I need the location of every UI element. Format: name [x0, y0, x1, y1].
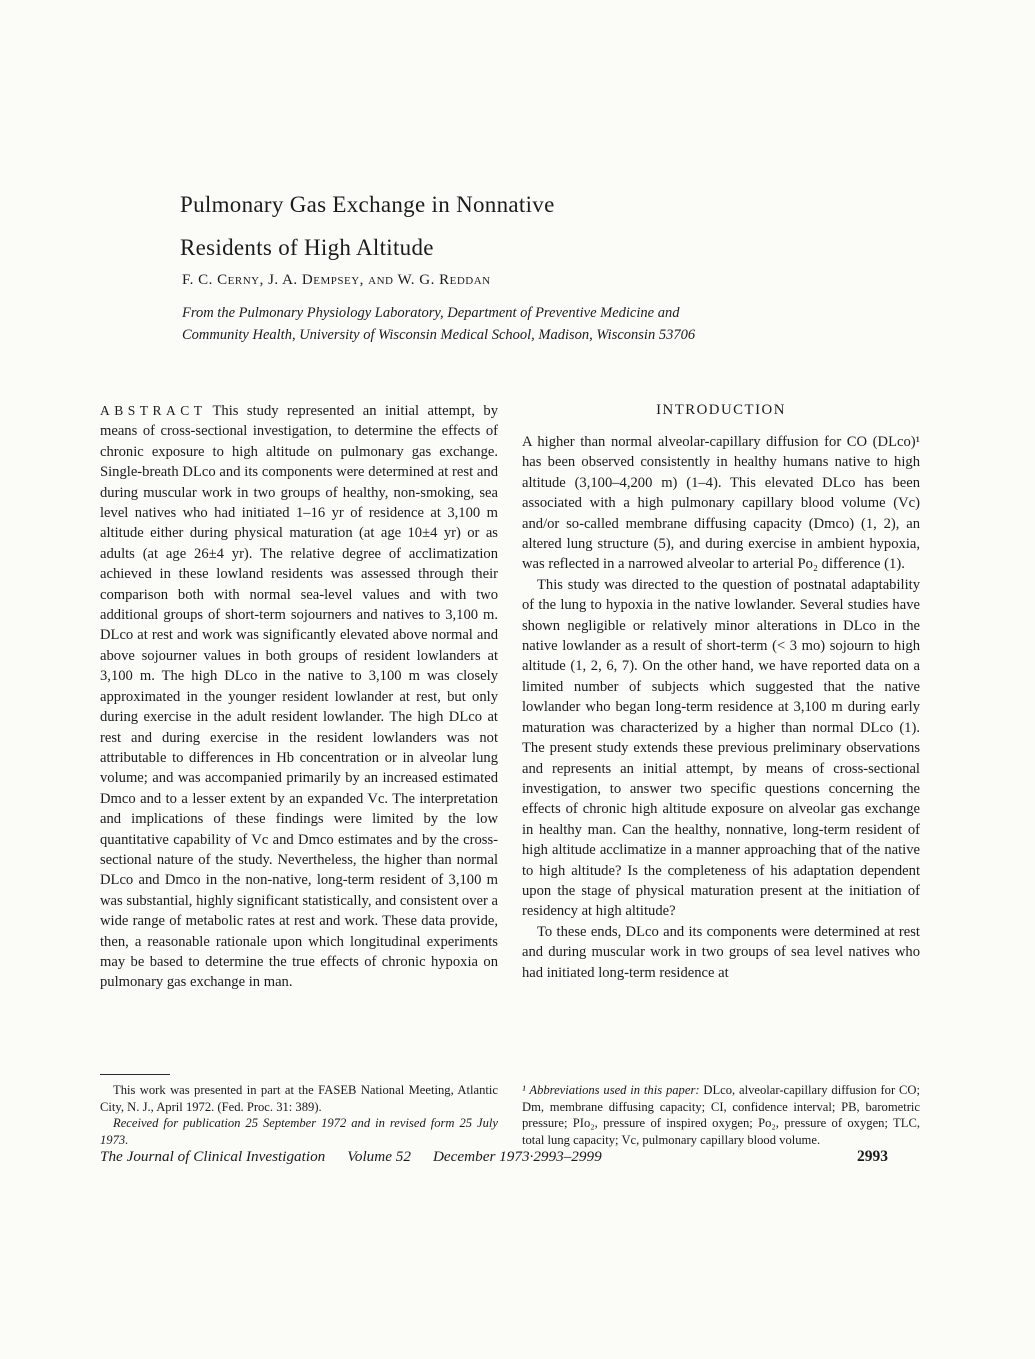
abstract-text: This study represented an initial attempt, by means of cross-sectional investigation, to determine the effects of chronic exposure to high altitude on pulmonary gas exchange. Single-breath DLco and its components were determined at rest and during muscular work in two groups of healthy, non-smoking, sea level natives who had initiated 1–16 yr of residence at 3,100 m altitude either during physical maturation (at age 10±4 yr) or as adults (at age 26±4 yr). The relative degree of acclimatization achieved in these lowland residents was assessed through their comparison both with normal sea-level values and with two additional groups of short-term sojourners and natives to 3,100 m. DLco at rest and work was significantly elevated above normal and above sojourner values in both groups of resident lowlanders at 3,100 m. The high DLco in the native to 3,100 m was closely approximated in the younger resident lowlander at rest, but only during exercise in the adult resident lowlander. The high DLco at rest and during exercise in the resident lowlanders was not attributable to differences in Hb concentration or in alveolar lung volume; and was accompanied primarily by an increased estimated Dmco and to a lesser extent by an expanded Vc. The interpretation and implications of these findings were limited by the low quantitative capability of Vc and Dmco estimates and by the cross-sectional nature of the study. Nevertheless, the higher than normal DLco and Dmco in the non-native, long-term resident of 3,100 m was substantial, highly significant statistically, and consistent over a wide range of metabolic rates at rest and work. These data provide, then, a reasonable rationale upon which longitudinal experiments may be based to determine the true effects of chronic hypoxia on pulmonary gas exchange in man. [100, 403, 498, 991]
abstract-paragraph [100, 401, 498, 993]
affiliation: From the Pulmonary Physiology Laboratory, Department of Preventive Medicine and Community Health, University of Wisconsin Medical School, Madison, Wisconsin 53706 [182, 305, 696, 343]
introduction-paragraph-1: A higher than normal alveolar-capillary diffusion for CO (DLco)¹ has been observed consistently in healthy humans native to high altitude (3,100–4,200 m) (1–4). This elevated DLco has been associated with a high pulmonary capillary blood volume (Vc) and/or so-called membrane diffusing capacity (Dmco) (1, 2), an altered lung structure (5), and during exercise in ambient hypoxia, was reflected in a narrowed alveolar to arterial Po₂ difference (1). [522, 434, 920, 573]
abstract-label: ABSTRACT [100, 403, 207, 418]
abbreviations-list: DLco, alveolar-capillary diffusion for CO; Dm, membrane diffusing capacity; CI, confidence interval; PB, barometric pressure; PIo₂, pressure of inspired oxygen; Po₂, pressure of oxygen; TLC, total lung capacity; Vc, pulmonary capillary blood volume. [522, 1082, 920, 1148]
abbreviations-footnote [522, 1082, 920, 1149]
right-footnote-block [522, 1082, 920, 1149]
footnote-abbreviations [522, 1082, 920, 1149]
introduction-heading: INTRODUCTION [656, 402, 786, 418]
left-column [100, 401, 498, 1149]
introduction-paragraph-3: To these ends, DLco and its components were determined at rest and during muscular work in two groups of sea level natives who had initiated long-term residence at [522, 923, 920, 981]
footnote-received: Received for publication 25 September 1972 and in revised form 25 July 1973. [100, 1116, 498, 1148]
article-title-line2: Residents of High Altitude [180, 235, 434, 261]
article-title-line1: Pulmonary Gas Exchange in Nonnative [180, 192, 555, 218]
left-footnote-block [100, 1074, 498, 1149]
article-title [180, 183, 555, 269]
two-column-body [100, 401, 920, 1149]
introduction-paragraph-2: This study was directed to the question of postnatal adaptability of the lung to hypoxia in the native lowlander. Several studies have shown negligible or relatively minor alterations in DLco in the native lowlander as a result of short-term (< 3 mo) sojourn to high altitude (1, 2, 6, 7). On the other hand, we have reported data on a limited number of subjects which suggested that the native lowlander who began long-term residence at 3,100 m during early maturation was characterized by a higher than normal DLco (1). The present study extends these previous preliminary observations and represents an initial attempt, by means of cross-sectional investigation, to answer two specific questions concerning the effects of chronic high altitude exposure on alveolar gas exchange in healthy man. Can the healthy, nonnative, long-term resident of high altitude acclimatize in a manner approaching that of the native to high altitude? Is the completeness of his adaptation dependent upon the stage of physical maturation present at the initiation of residency at high altitude? [522, 576, 920, 920]
page-footer [100, 1148, 920, 1166]
authors-line: F. C. Cerny, J. A. Dempsey, and W. G. Reddan [182, 272, 491, 288]
journal-citation-line [100, 1148, 602, 1166]
footnote-rule [100, 1074, 170, 1075]
left-footnote [100, 1082, 498, 1149]
journal-name: The Journal of Clinical Investigation [100, 1148, 326, 1165]
journal-volume: Volume 52 [347, 1148, 411, 1165]
journal-issue-pages: December 1973·2993–2999 [432, 1148, 602, 1165]
right-column [522, 401, 920, 1149]
footnote-presented: This work was presented in part at the FASEB National Meeting, Atlantic City, N. J., April 1972. (Fed. Proc. 31: 389). [100, 1082, 498, 1114]
page-number: 2993 [857, 1148, 888, 1165]
abbreviations-lead: ¹ Abbreviations used in this paper: [522, 1082, 700, 1097]
